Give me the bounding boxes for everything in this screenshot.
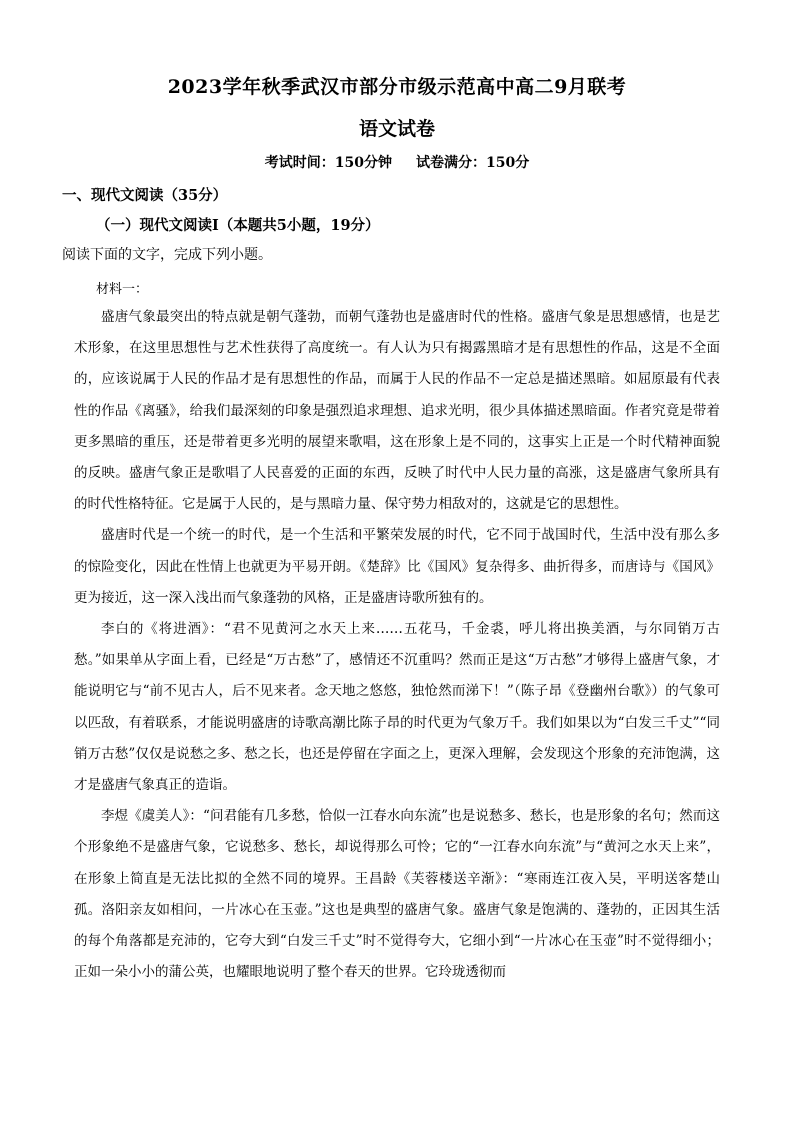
- passage-paragraph: 盛唐时代是一个统一的时代，是一个生活和平繁荣发展的时代，它不同于战国时代，生活中没有那么多的惊险变化，因此在性情上也就更为平易开朗。《楚辞》比《国风》复杂得多、曲折得多，而唐诗与《国风》更为接近，这一深入浅出而气象蓬勃的风格，正是盛唐诗歌所独有的。: [74, 527, 720, 606]
- passage-paragraph: 李白的《将进酒》：“君不见黄河之水天上来……五花马，千金裘，呼儿将出换美酒，与尔同销万古愁。”如果单从字面上看，已经是“万古愁”了，感情还不沉重吗？然而正是这“万古愁”才够得上盛唐气象，才能说明它与“前不见古人，后不见来者。念天地之悠悠，独怆然而涕下！”（陈子昂《登幽州台歌》）的气象可以匹敌，有着联系，才能说明盛唐的诗歌高潮比陈子昂的时代更为气象万千。我们如果以为“白发三千丈”“同销万古愁”仅仅是说愁之多、愁之长，也还是停留在字面之上，更深入理解，会发现这个形象的充沛饱满，这才是盛唐气象真正的造诣。: [74, 621, 720, 794]
- material-label: 材料一：: [96, 282, 149, 297]
- subject-title: 语文试卷: [358, 118, 435, 140]
- exam-info: [0, 152, 794, 172]
- section-heading: 一、现代文阅读（35分）: [62, 187, 228, 204]
- exam-time: 考试时间：150分钟: [264, 155, 392, 171]
- exam-title: 2023学年秋季武汉市部分市级示范高中高二9月联考: [167, 76, 627, 98]
- exam-full-score: 试卷满分：150分: [416, 155, 530, 171]
- passage-paragraph: 盛唐气象最突出的特点就是朝气蓬勃，而朝气蓬勃也是盛唐时代的性格。盛唐气象是思想感情，也是艺术形象，在这里思想性与艺术性获得了高度统一。有人认为只有揭露黑暗才是有思想性的作品，这是不全面的，应该说属于人民的作品才是有思想性的作品，而属于人民的作品不一定总是描述黑暗。如屈原最有代表性的作品《离骚》，给我们最深刻的印象是强烈追求理想、追求光明，很少具体描述黑暗面。作者究竟是带着更多黑暗的重压，还是带着更多光明的展望来歌唱，这在形象上是不同的，这事实上正是一个时代精神面貌的反映。盛唐气象正是歌唱了人民喜爱的正面的东西，反映了时代中人民力量的高涨，这是盛唐气象所具有的时代性格特征。它是属于人民的，是与黑暗力量、保守势力相敌对的，这就是它的思想性。: [74, 309, 720, 513]
- subsection-heading: （一）现代文阅读Ⅰ（本题共5小题，19分）: [96, 217, 380, 234]
- reading-passage: [74, 302, 720, 988]
- passage-paragraph: 李煜《虞美人》：“问君能有几多愁，恰似一江春水向东流”也是说愁多、愁长，也是形象的名句；然而这个形象绝不是盛唐气象，它说愁多、愁长，却说得那么可怜；它的“一江春水向东流”与“黄河之水天上来”，在形象上简直是无法比拟的全然不同的境界。王昌龄《芙蓉楼送辛渐》：“寒雨连江夜入吴，平明送客楚山孤。洛阳亲友如相问，一片冰心在玉壶。”这也是典型的盛唐气象。盛唐气象是饱满的、蓬勃的，正因其生活的每个角落都是充沛的，它夸大到“白发三千丈”时不觉得夸大，它细小到“一片冰心在玉壶”时不觉得细小；正如一朵小小的蒲公英，也耀眼地说明了整个春天的世界。它玲珑透彻而: [74, 808, 720, 981]
- reading-instruction: 阅读下面的文字，完成下列小题。: [62, 247, 272, 263]
